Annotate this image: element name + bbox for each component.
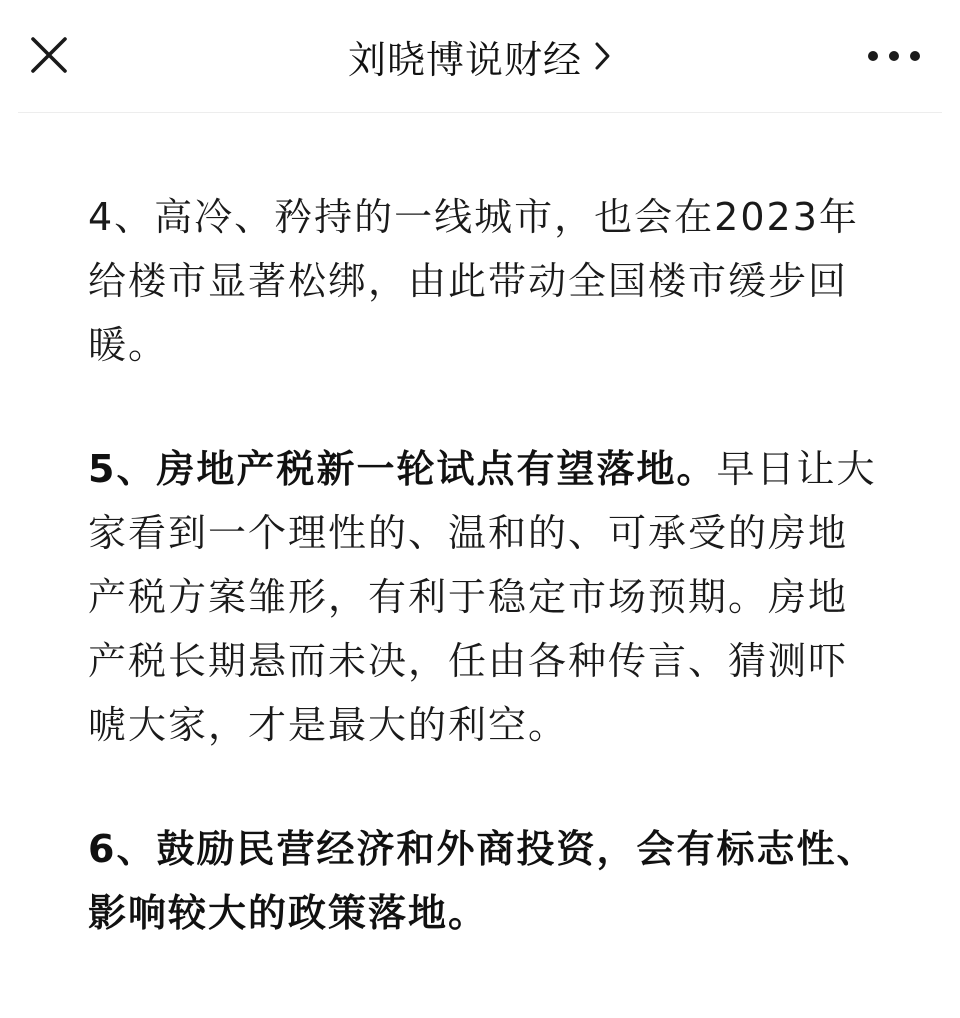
header-divider — [18, 112, 942, 113]
more-button[interactable] — [868, 38, 920, 74]
account-name: 刘晓博说财经 — [347, 37, 582, 82]
paragraph-6 — [88, 817, 878, 945]
paragraph-4-text: 4、高冷、矜持的一线城市，也会在2023年给楼市显著松绑，由此带动全国楼市缓步回暖。 — [88, 195, 859, 367]
paragraph-4 — [88, 185, 878, 377]
more-icon-dot — [889, 51, 899, 61]
chevron-right-icon — [594, 41, 612, 71]
more-icon-dot — [910, 51, 920, 61]
top-navigation-bar — [0, 0, 960, 112]
article-body — [88, 185, 878, 1005]
paragraph-5-text: 早日让大家看到一个理性的、温和的、可承受的房地产税方案雏形，有利于稳定市场预期。房地产税长期悬而未决，任由各种传言、猜测吓唬大家，才是最大的利空。 — [88, 447, 877, 747]
more-icon — [868, 51, 878, 61]
paragraph-6-heading: 6、鼓励民营经济和外商投资，会有标志性、影响较大的政策落地。 — [88, 827, 877, 935]
paragraph-5-heading: 5、房地产税新一轮试点有望落地。 — [88, 447, 717, 491]
account-name-link[interactable] — [348, 29, 612, 84]
paragraph-5 — [88, 437, 878, 757]
title-area — [0, 30, 960, 82]
